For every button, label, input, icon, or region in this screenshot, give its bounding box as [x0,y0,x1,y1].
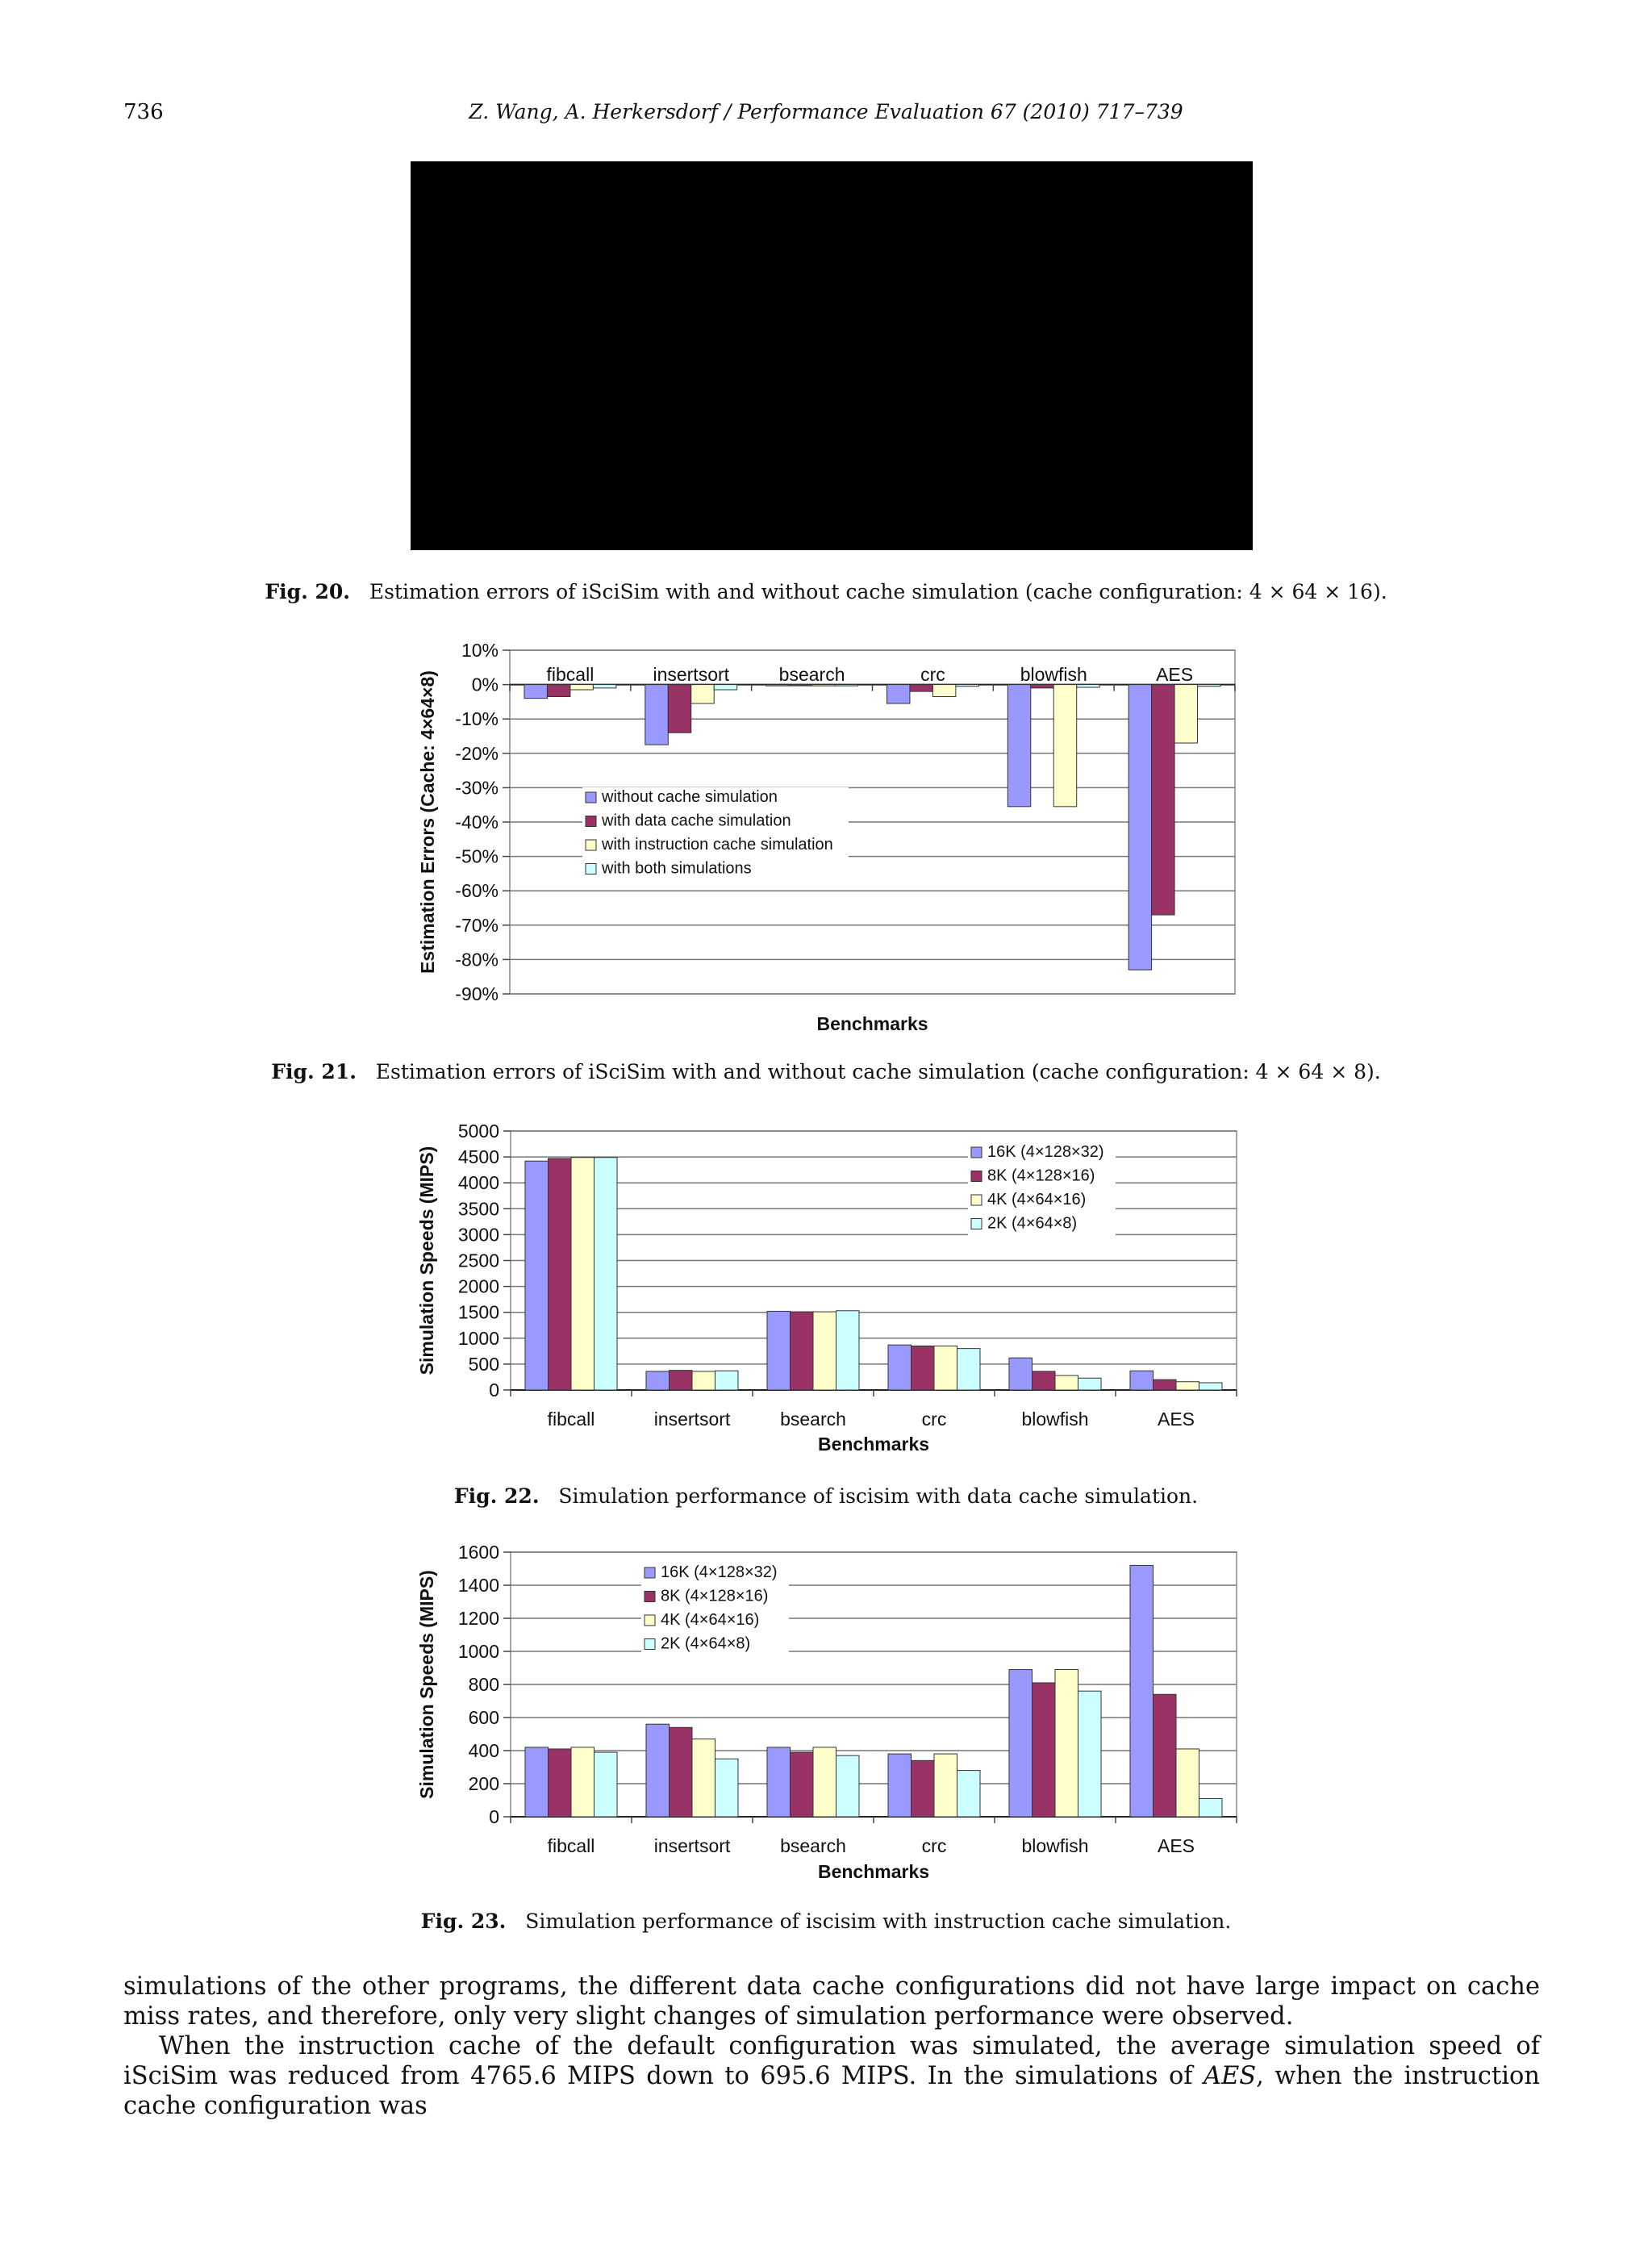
bar [1055,1670,1078,1817]
y-tick-label: -40% [455,812,499,833]
figure-23-caption [0,1910,1652,1933]
legend-label: with both simulations [602,859,752,878]
y-tick-label: 500 [468,1353,499,1375]
figure-23-label: Fig. 23. [420,1910,507,1933]
y-tick-label: 1000 [457,1327,499,1349]
paragraph-2-start: When the instruction cache of the default configuration was simulated, the average simulation speed of iSciSim was reduced from 4765.6 MIPS down to 695.6 MIPS. In the simulations of [123,2032,1540,2090]
bar [1032,1683,1056,1817]
y-axis-title: Simulation Speeds (MIPS) [416,1570,437,1799]
y-tick-label: 0 [489,1380,499,1400]
legend-label: with data cache simulation [602,812,791,830]
bar [912,1760,935,1817]
bar [594,1752,618,1817]
y-tick-label: 2000 [457,1275,499,1297]
legend-label: 4K (4×64×16) [661,1611,760,1629]
x-axis-title: Benchmarks [817,1434,930,1455]
y-tick-label: 0 [489,1806,499,1827]
legend-label: 4K (4×64×16) [987,1191,1087,1208]
legend-swatch [645,1592,655,1602]
y-tick-label: 1600 [457,1542,499,1563]
legend-swatch [645,1615,655,1626]
bar [934,1754,957,1817]
category-label: AES [1157,1409,1195,1430]
category-label: fibcall [547,1409,595,1430]
bar [957,1771,981,1817]
y-tick-label: 800 [468,1674,499,1695]
body-text [123,1972,1540,2121]
bar [571,1747,594,1817]
category-label: blowfish [1021,1409,1089,1430]
y-tick-label: 400 [468,1740,499,1761]
category-label: bsearch [780,1835,846,1856]
bar [525,1747,549,1817]
category-label: bsearch [780,1409,846,1430]
bar [549,1749,572,1817]
category-label: fibcall [546,664,594,685]
y-tick-label: 1500 [457,1301,499,1323]
category-label: bsearch [778,664,845,685]
bar [1009,1670,1032,1817]
y-tick-label: 1200 [457,1608,499,1629]
y-tick-label: 5000 [457,1121,499,1142]
y-axis-title: Simulation Speeds (MIPS) [416,1146,437,1375]
bar [692,1739,715,1817]
legend-swatch [645,1567,655,1578]
y-tick-label: 3000 [457,1224,499,1246]
paragraph-2-end: , when the instruction cache configuration was [123,2062,1540,2120]
y-tick-label: 600 [468,1707,499,1728]
bar [813,1747,836,1817]
bar [1176,1749,1199,1817]
y-tick-label: 3500 [457,1198,499,1220]
figure-20-caption-text: Estimation errors of iSciSim with and without cache simulation (cache configuration: 4 × 64 × 16). [369,580,1387,603]
y-tick-label: -70% [455,914,499,936]
y-tick-label: 200 [468,1773,499,1794]
category-label: AES [1156,664,1194,685]
page-number: 736 [123,100,164,124]
figure-21-label: Fig. 21. [271,1060,357,1083]
category-label: blowfish [1021,1835,1089,1856]
figure-22-caption-text: Simulation performance of iscisim with data cache simulation. [558,1484,1199,1508]
y-tick-label: -10% [455,708,499,730]
bar [1130,1565,1153,1817]
legend-label: with instruction cache simulation [602,836,833,854]
y-tick-label: 1000 [457,1641,499,1662]
y-tick-label: -90% [455,983,499,1004]
paragraph-2-emphasis: AES [1203,2062,1257,2090]
paragraph-1: simulations of the other programs, the different data cache configurations did not have large impact on cache miss rates, and therefore, only very slight changes of simulation performance were observed. [123,1972,1540,2031]
y-tick-label: -80% [455,949,499,970]
figure-21-caption-text: Estimation errors of iSciSim with and without cache simulation (cache configuration: 4 × 64 × 8). [375,1060,1381,1083]
bar [715,1759,739,1817]
y-tick-label: 1400 [457,1575,499,1596]
bar [767,1747,791,1817]
y-tick-label: -50% [455,845,499,867]
legend-label: without cache simulation [602,788,778,806]
y-tick-label: -20% [455,742,499,764]
bar [1153,1694,1177,1817]
bar [1078,1691,1102,1817]
y-tick-label: -60% [455,880,499,902]
bar [670,1727,693,1817]
category-label: insertsort [653,1835,731,1856]
bar [1199,1798,1223,1817]
x-axis-title: Benchmarks [816,1013,928,1034]
figure-22-label: Fig. 22. [453,1484,540,1508]
category-label: blowfish [1020,664,1087,685]
bar [836,1755,860,1817]
category-label: AES [1157,1835,1195,1856]
y-tick-label: -30% [455,777,499,799]
category-label: crc [920,664,945,685]
figure-23-caption-text: Simulation performance of iscisim with instruction cache simulation. [525,1910,1232,1933]
y-axis-title: Estimation Errors (Cache: 4×64×8) [417,670,438,974]
category-label: crc [921,1409,947,1430]
category-label: insertsort [653,664,730,685]
legend-label: 2K (4×64×8) [987,1214,1078,1233]
bar [646,1724,670,1817]
figure-20-label: Fig. 20. [265,580,350,603]
y-tick-label: 10% [461,640,499,661]
bar [888,1754,912,1817]
legend-label: 16K (4×128×32) [987,1143,1104,1161]
category-label: fibcall [547,1835,595,1856]
y-tick-label: 0% [471,674,499,695]
legend-swatch [645,1639,655,1650]
category-label: crc [921,1835,947,1856]
legend-label: 8K (4×128×16) [987,1167,1095,1185]
paragraph-2 [123,2031,1540,2121]
legend-label: 8K (4×128×16) [661,1587,769,1605]
legend-label: 2K (4×64×8) [661,1634,751,1653]
category-label: insertsort [653,1409,731,1430]
journal-citation: Z. Wang, A. Herkersdorf / Performance Evaluation 67 (2010) 717–739 [469,100,1183,123]
y-tick-label: 4000 [457,1172,499,1194]
x-axis-title: Benchmarks [817,1861,930,1882]
y-tick-label: 2500 [457,1250,499,1271]
bar [791,1752,814,1817]
legend-label: 16K (4×128×32) [661,1563,778,1581]
y-tick-label: 4500 [457,1146,499,1168]
